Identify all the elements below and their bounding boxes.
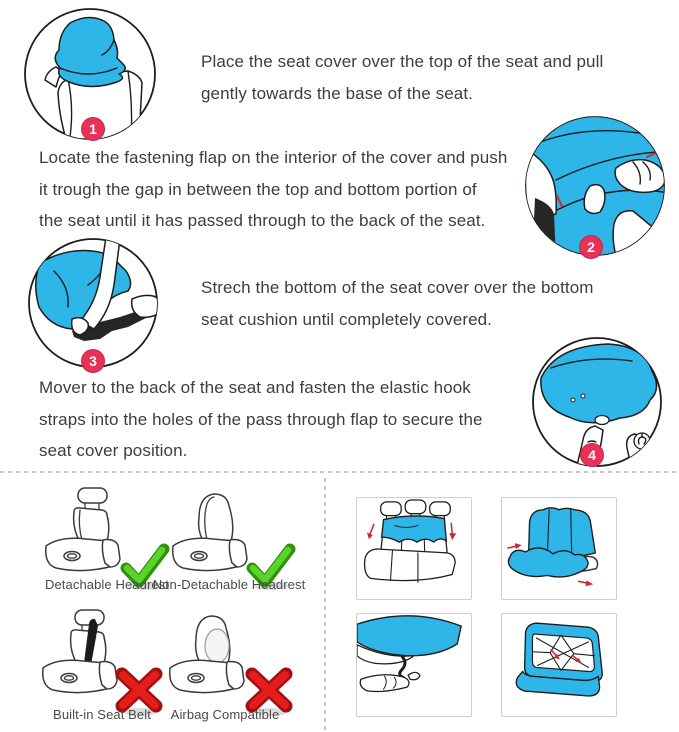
step-1-line-1: Place the seat cover over the top of the seat and pull (201, 52, 604, 71)
gallery-panel-2 (501, 497, 617, 600)
step-3-badge: 3 (81, 349, 105, 373)
gallery-panel-3 (356, 613, 472, 717)
step-3-line-1: Strech the bottom of the seat cover over the bottom (201, 278, 594, 297)
horizontal-dashed-divider (0, 471, 679, 473)
step-3-line-2: seat cushion until completely covered. (201, 309, 493, 329)
label-airbag-compatible: Airbag Compatible (170, 707, 280, 722)
hook-strap-closeup-icon (357, 614, 471, 716)
gallery-panel-4 (501, 613, 617, 717)
step-2-line-3: the seat until it has passed through to the back of the seat. (39, 211, 486, 230)
step-3-text (201, 272, 594, 335)
step-4-line-3: seat cover position. (39, 441, 188, 460)
step-2-line-1: Locate the fastening flap on the interior of the cover and push (39, 148, 508, 167)
step-2-line-2: it trough the gap in between the top and bottom portion of (39, 179, 477, 199)
label-built-in-seat-belt: Built-in Seat Belt (53, 707, 151, 722)
step-3-illustration (24, 235, 162, 371)
gallery-panel-1 (356, 497, 472, 600)
step-4-text (39, 372, 483, 467)
step-1-text (201, 46, 603, 109)
step-2-badge: 2 (579, 235, 603, 259)
step-4-illustration (525, 336, 670, 470)
bench-cover-over-backrest-icon (357, 498, 471, 599)
step-1-badge: 1 (81, 117, 105, 141)
bench-back-cross-straps-icon (502, 614, 616, 716)
bench-cover-installed-icon (502, 498, 616, 599)
step-2-text (39, 142, 507, 237)
step-4-badge: 4 (580, 443, 604, 467)
vertical-dashed-divider (324, 478, 326, 732)
label-non-detachable-headrest: Non-Detachable Headrest (152, 577, 306, 592)
step-1-illustration (20, 5, 160, 143)
label-detachable-headrest: Detachable Headrest (44, 577, 170, 592)
step-4-line-1: Mover to the back of the seat and fasten the elastic hook (39, 378, 471, 397)
step-1-line-2: gently towards the base of the seat. (201, 83, 473, 103)
step-2-illustration (523, 110, 668, 262)
step-4-line-2: straps into the holes of the pass through flap to secure the (39, 409, 483, 429)
